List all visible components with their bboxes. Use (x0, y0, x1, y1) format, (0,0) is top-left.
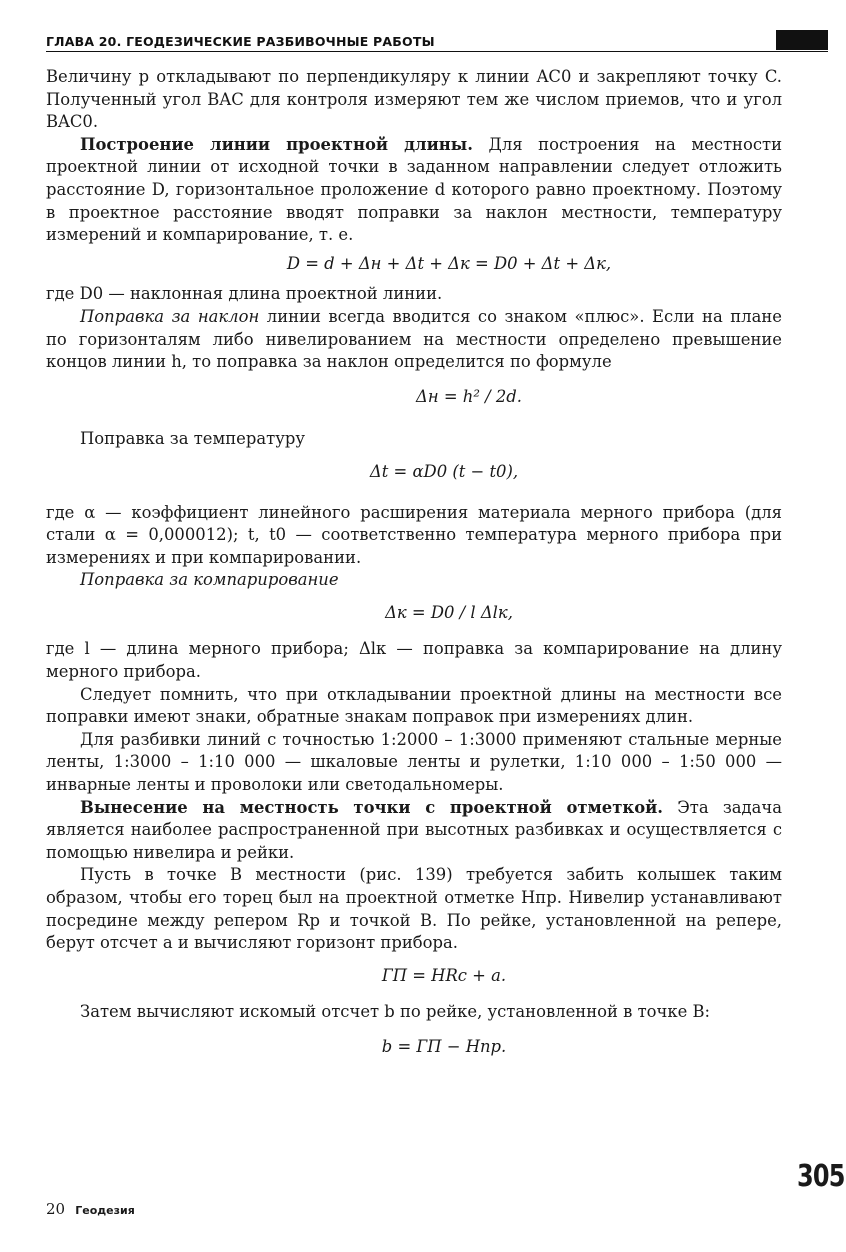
paragraph: Поправка за температуру (80, 429, 305, 449)
paragraph (46, 134, 782, 247)
italic-lead: Поправка за наклон (80, 306, 260, 326)
body-text (46, 66, 782, 1059)
section-heading: Вынесение на местность точки с проектной отметкой. (80, 797, 664, 817)
paragraph: Пусть в точке B местности (рис. 139) требуется забить колышек таким образом, чтобы его торец был на проектной отметке Hпр. Нивелир устанавливают посредине между репером Rр и точкой B. По рейке, установленной на репере, берут отсчет a и вычисляют горизонт прибора. (46, 865, 782, 953)
formula: b = ГП − Hпр. (381, 1036, 507, 1056)
paragraph (46, 306, 782, 374)
formula: Δн = h² / 2d. (416, 386, 522, 406)
paragraph (46, 797, 782, 865)
paragraph: Для разбивки линий с точностью 1:2000 – 1:3000 применяют стальные мерные ленты, 1:3000 – 1:10 000 — шкаловые ленты и рулетки, 1:10 000 – 1:50 000 — инварные ленты и проволоки или светодальномеры. (46, 729, 782, 795)
signature-name: Геодезия (75, 1204, 135, 1217)
signature-mark (46, 1200, 135, 1218)
paragraph: где D0 — наклонная длина проектной линии. (46, 284, 443, 304)
formula: Δк = D0 / l Δlк, (385, 602, 513, 622)
paragraph-text: Эта задача является наиболее распространенной при высотных разбивках и осуществляется с помощью нивелира и рейки. (46, 797, 783, 862)
formula: D = d + Δн + Δt + Δк = D0 + Δt + Δк, (286, 253, 612, 273)
paragraph-text: линии всегда вводится со знаком «плюс». Если на плане по горизонталям либо нивелированием на местности определено превышение концов линии h, то поправка за наклон определится по формуле (46, 306, 782, 372)
paragraph (46, 569, 782, 592)
signature-number: 20 (46, 1200, 66, 1218)
page-number: 305 (797, 1159, 845, 1194)
paragraph: где l — длина мерного прибора; Δlк — поправка за компарирование на длину мерного прибора. (46, 639, 782, 682)
formula: Δt = αD0 (t − t0), (369, 461, 519, 481)
paragraph: где α — коэффициент линейного расширения материала мерного прибора (для стали α = 0,000012); t, t0 — соответственно температура мерного прибора при измерениях и при компарировании. (46, 502, 782, 567)
section-heading: Построение линии проектной длины. (80, 134, 473, 154)
italic-lead: Поправка за компарирование (80, 570, 339, 590)
header-rule (46, 51, 828, 52)
paragraph-text: Для построения на местности проектной линии от исходной точки в заданном направлении следует отложить расстояние D, горизонтальное проложение d которого равно проектному. Поэтому в проектное расстояние вводят поправки за наклон местности, температуру измерений и компарирование, т. е. (46, 134, 782, 245)
formula: ГП = HRс + a. (381, 965, 507, 985)
chapter-title: ГЛАВА 20. ГЕОДЕЗИЧЕСКИЕ РАЗБИВОЧНЫЕ РАБОТЫ (46, 34, 435, 49)
paragraph: Величину p откладывают по перпендикуляру к линии AC0 и закрепляют точку C. Полученный угол BAC для контроля измеряют тем же числом приемов, что и угол BAC0. (46, 67, 782, 132)
running-header (46, 32, 828, 54)
paragraph: Затем вычисляют искомый отсчет b по рейке, установленной в точке B: (80, 1002, 711, 1022)
paragraph: Следует помнить, что при откладывании проектной длины на местности все поправки имеют знаки, обратные знакам поправок при измерениях длин. (46, 684, 782, 727)
header-marker-block (776, 30, 828, 50)
